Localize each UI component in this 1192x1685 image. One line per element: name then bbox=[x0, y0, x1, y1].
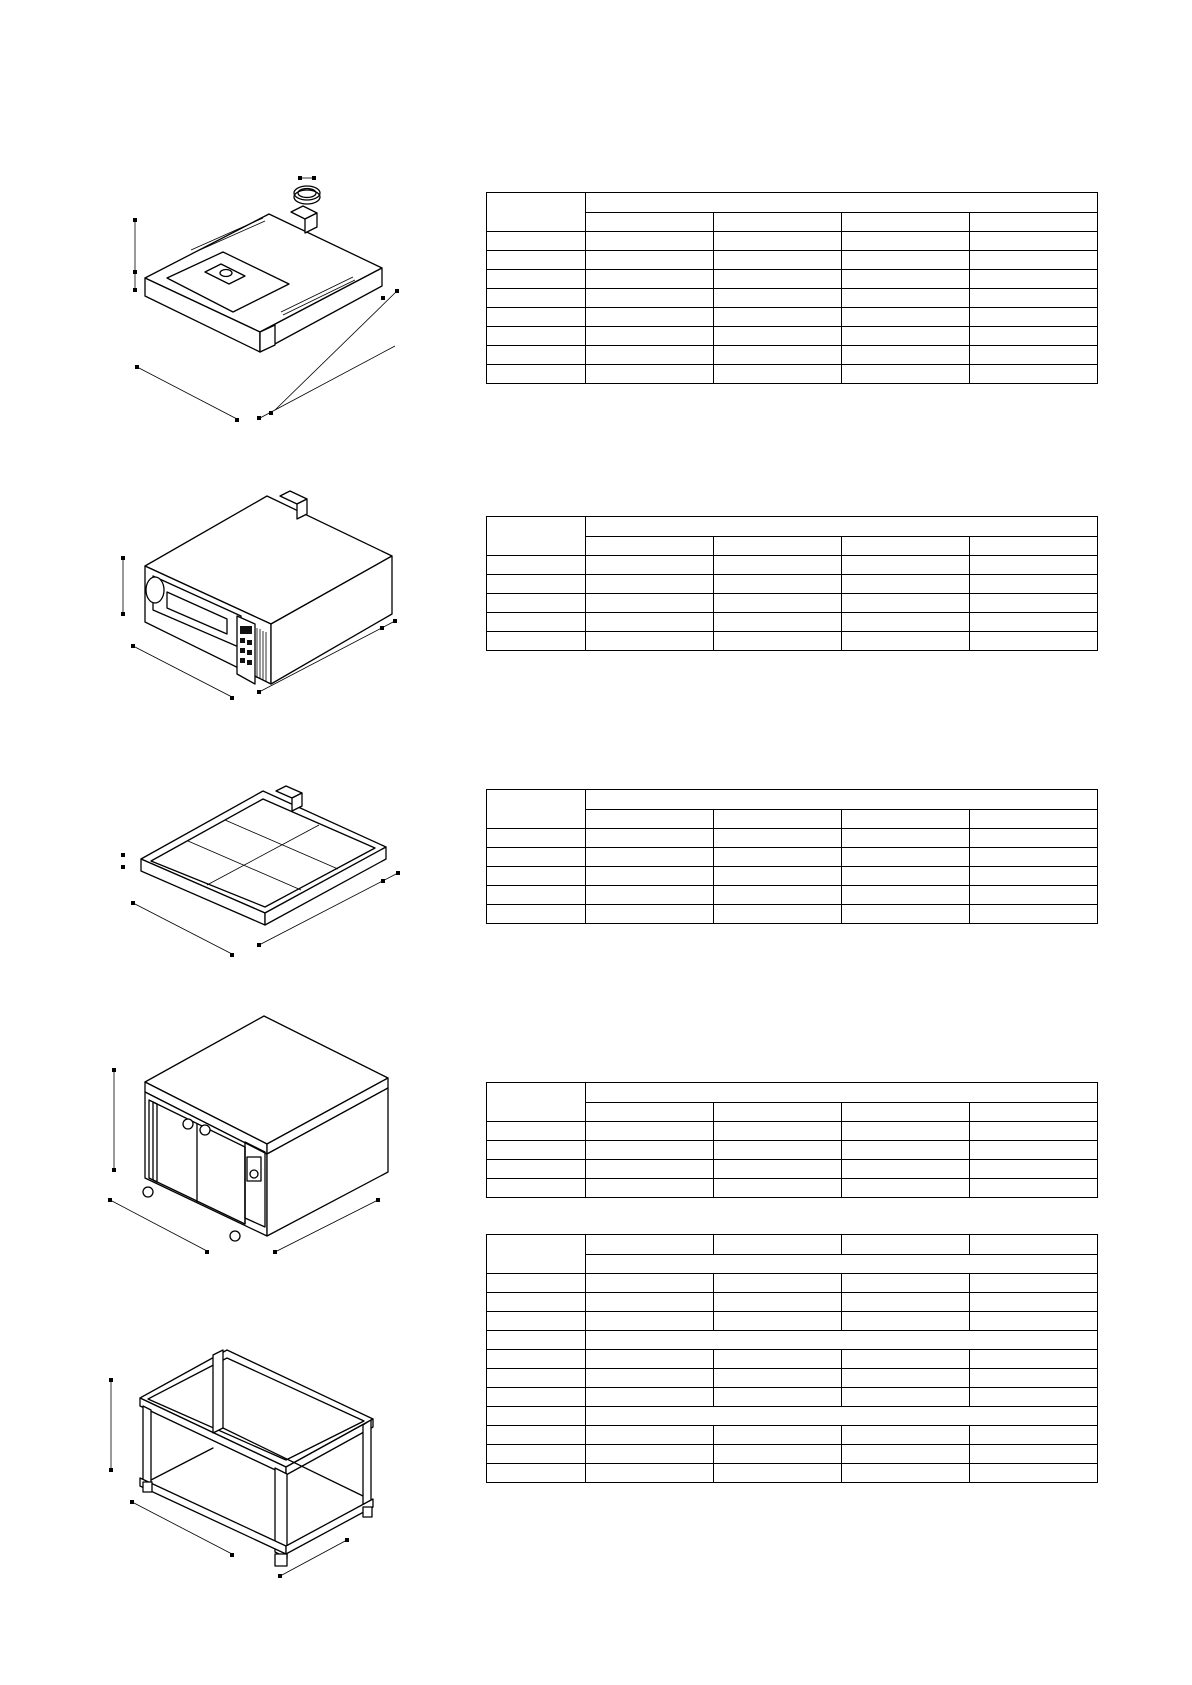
table-row bbox=[487, 867, 1098, 886]
table-row bbox=[487, 308, 1098, 327]
table-row bbox=[487, 327, 1098, 346]
table-row bbox=[487, 1388, 1098, 1407]
table-row bbox=[487, 1293, 1098, 1312]
table-row bbox=[487, 1179, 1098, 1198]
table-row bbox=[487, 886, 1098, 905]
table-row bbox=[487, 556, 1098, 575]
table-row bbox=[487, 1445, 1098, 1464]
spec-table-hood bbox=[486, 192, 1098, 384]
table-row bbox=[487, 1464, 1098, 1483]
deck-oven-icon bbox=[105, 488, 435, 728]
table-row bbox=[487, 1122, 1098, 1141]
table-row bbox=[487, 1369, 1098, 1388]
table-row bbox=[487, 1083, 1098, 1103]
table-row bbox=[487, 193, 1098, 213]
spec-table-cabinet bbox=[486, 1082, 1098, 1198]
table-row bbox=[487, 1160, 1098, 1179]
table-row bbox=[487, 613, 1098, 632]
table-row bbox=[487, 905, 1098, 924]
table-row bbox=[487, 270, 1098, 289]
table-row bbox=[487, 346, 1098, 365]
table-row bbox=[487, 1426, 1098, 1445]
extraction-hood-icon bbox=[105, 160, 435, 410]
top-cover-panel-icon bbox=[105, 785, 435, 975]
table-row bbox=[487, 790, 1098, 810]
table-row bbox=[487, 289, 1098, 308]
table-row bbox=[487, 829, 1098, 848]
table-row bbox=[487, 1235, 1098, 1255]
table-row bbox=[487, 1350, 1098, 1369]
table-row bbox=[487, 232, 1098, 251]
table-row bbox=[487, 575, 1098, 594]
spec-table-oven bbox=[486, 516, 1098, 651]
table-row bbox=[487, 1141, 1098, 1160]
table-row bbox=[487, 594, 1098, 613]
table-row bbox=[487, 365, 1098, 384]
table-row bbox=[487, 251, 1098, 270]
spec-table-top-panel bbox=[486, 789, 1098, 924]
prover-cabinet-icon bbox=[105, 1012, 435, 1282]
table-row bbox=[487, 1274, 1098, 1293]
table-row bbox=[487, 517, 1098, 537]
support-stand-icon bbox=[105, 1310, 435, 1580]
table-row bbox=[487, 1407, 1098, 1426]
table-row bbox=[487, 1312, 1098, 1331]
table-row bbox=[487, 1331, 1098, 1350]
spec-table-stand bbox=[486, 1234, 1098, 1483]
table-row bbox=[487, 848, 1098, 867]
table-row bbox=[487, 632, 1098, 651]
